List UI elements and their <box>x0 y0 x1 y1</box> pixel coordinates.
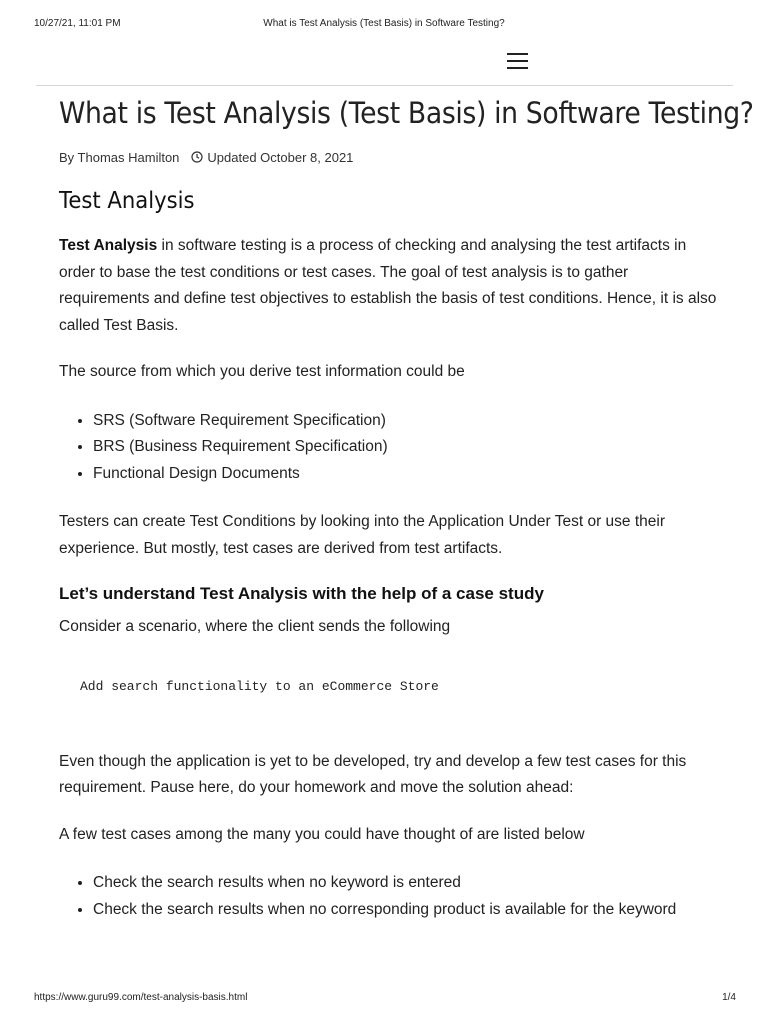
source-intro: The source from which you derive test information could be <box>59 363 465 380</box>
print-header <box>0 18 768 32</box>
print-datetime: 10/27/21, 11:01 PM <box>34 18 121 29</box>
list-item: • Check the search results when no corresponding product is available for the keyword <box>93 897 719 924</box>
article-meta <box>59 148 719 166</box>
case-study-heading: Let’s understand Test Analysis with the help of a case study <box>59 584 544 603</box>
scenario-intro: Consider a scenario, where the client sends the following <box>59 618 451 635</box>
list-item: • SRS (Software Requirement Specification) <box>93 408 719 435</box>
print-page-title: What is Test Analysis (Test Basis) in Software Testing? <box>263 18 505 29</box>
few-cases-intro: A few test cases among the many you could have thought of are listed below <box>59 825 585 843</box>
clock-icon <box>191 151 203 163</box>
list-item: • Functional Design Documents <box>93 461 719 488</box>
section-heading: Test Analysis <box>59 188 195 214</box>
list-item: • Check the search results when no keyword is entered <box>93 870 719 897</box>
intro-text: in software testing is a process of checking and analysing the test artifacts in order to base the test conditions or test cases. The goal of test analysis is to gather requirements and define test objectives to establish the basis of test conditions. Hence, it is also called Test Basis. <box>59 237 717 334</box>
print-url: https://www.guru99.com/test-analysis-basis.html <box>34 992 248 1003</box>
print-footer <box>0 992 768 1006</box>
page-number: 1/4 <box>722 992 736 1003</box>
list-item: • BRS (Business Requirement Specification) <box>93 434 719 461</box>
updated-date: Updated October 8, 2021 <box>207 149 354 165</box>
homework-paragraph: Even though the application is yet to be developed, try and develop a few test cases for this requirement. Pause here, do your homework and move the solution ahead: <box>59 752 687 796</box>
article <box>59 94 754 923</box>
intro-term: Test Analysis <box>59 237 158 254</box>
author-link[interactable]: By Thomas Hamilton <box>59 149 180 165</box>
header-divider <box>36 85 733 86</box>
code-block: Add search functionality to an eCommerce Store <box>80 678 439 694</box>
hamburger-menu-icon[interactable] <box>503 50 531 72</box>
test-case-list <box>59 870 719 923</box>
testers-paragraph: Testers can create Test Conditions by looking into the Application Under Test or use their experience. But mostly, test cases are derived from test artifacts. <box>59 513 665 557</box>
source-list <box>59 408 719 488</box>
intro-paragraph <box>59 233 719 339</box>
page-title: What is Test Analysis (Test Basis) in Software Testing? <box>59 96 754 130</box>
